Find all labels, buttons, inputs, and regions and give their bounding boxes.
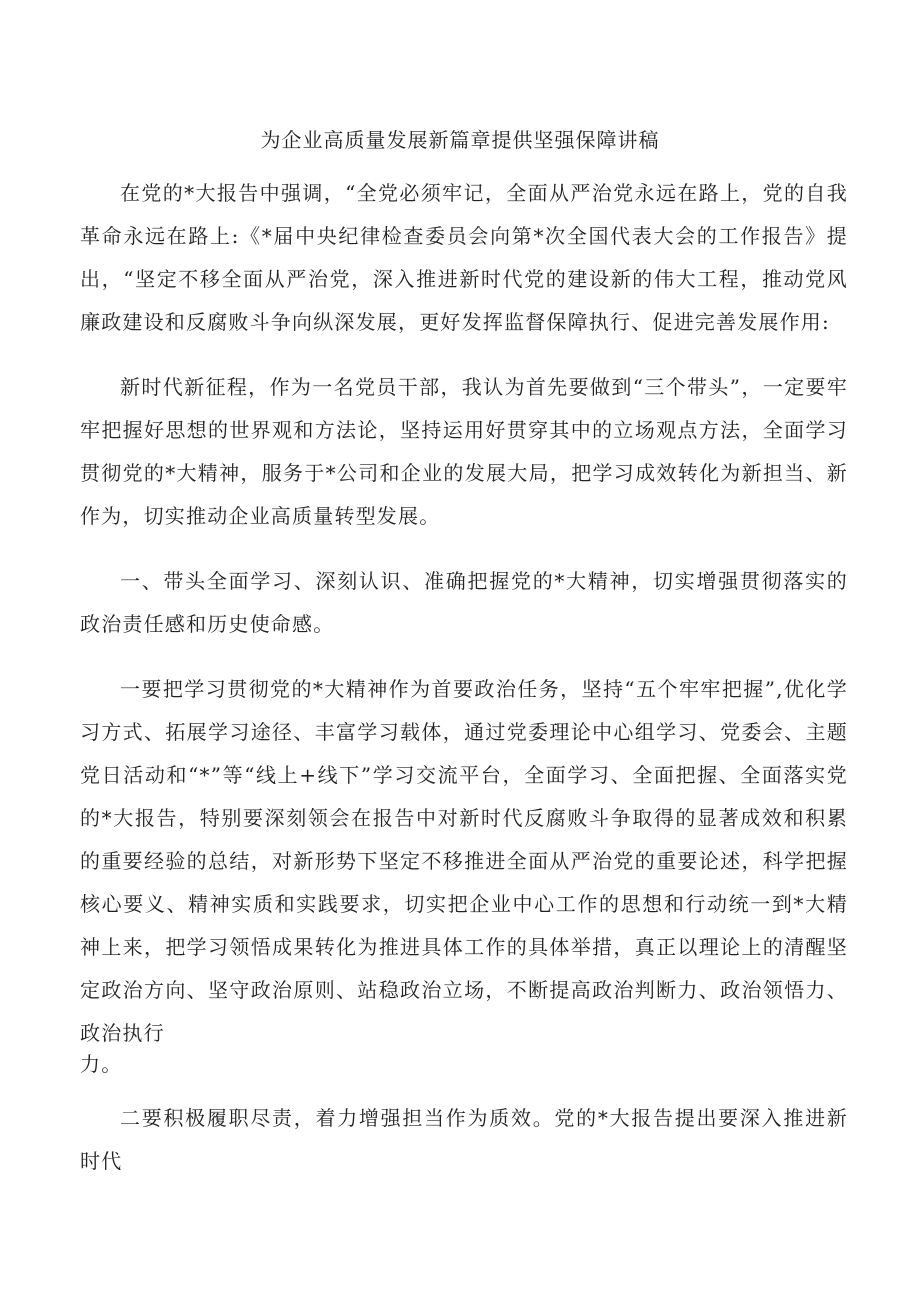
paragraph-intro: 在党的*大报告中强调，“全党必须牢记，全面从严治党永远在路上，党的自我革命永远在路上:《*届中央纪律检查委员会向第*次全国代表大会的工作报告》提出，“坚定不移全面从严治党，深入推进新时代党的建设新的伟大工程，推动党风廉政建设和反腐败斗争向纵深发展，更好发挥监督保障执行、促进完善发展作用: <box>80 181 848 334</box>
document-body <box>80 172 848 1205</box>
paragraph-point-two: 二要积极履职尽责，着力增强担当作为质效。党的*大报告提出要深入推进新时代 <box>80 1106 848 1173</box>
document-title: 为企业高质量发展新篇章提供坚强保障讲稿 <box>260 128 660 152</box>
paragraph-section-one-heading: 一、带头全面学习、深刻认识、准确把握党的*大精神，切实增强贯彻落实的政治责任感和历史使命感。 <box>80 569 848 636</box>
paragraph-point-one: 一要把学习贯彻党的*大精神作为首要政治任务，坚持“五个牢牢把握”,优化学习方式、拓展学习途径、丰富学习载体，通过党委理论中心组学习、党委会、主题党日活动和“*”等“线上+线下”学习交流平台，全面学习、全面把握、全面落实党的*大报告，特别要深刻领会在报告中对新时代反腐败斗争取得的显著成效和积累的重要经验的总结，对新形势下坚定不移推进全面从严治党的重要论述，科学把握核心要义、精神实质和实践要求，切实把企业中心工作的思想和行动统一到*大精神上来，把学习领悟成果转化为推进具体工作的具体举措，真正以理论上的清醒坚定政治方向、坚守政治原则、站稳政治立场，不断提高政治判断力、政治领悟力、政治执行 <box>80 677 848 1045</box>
paragraph-point-one-continuation: 力。 <box>80 1052 123 1076</box>
paragraph-three-leads: 新时代新征程，作为一名党员干部，我认为首先要做到“三个带头”，一定要牢牢把握好思想的世界观和方法论，坚持运用好贯穿其中的立场观点方法，全面学习贯彻党的*大精神，服务于*公司和企业的发展大局，把学习成效转化为新担当、新作为，切实推动企业高质量转型发展。 <box>80 375 848 528</box>
